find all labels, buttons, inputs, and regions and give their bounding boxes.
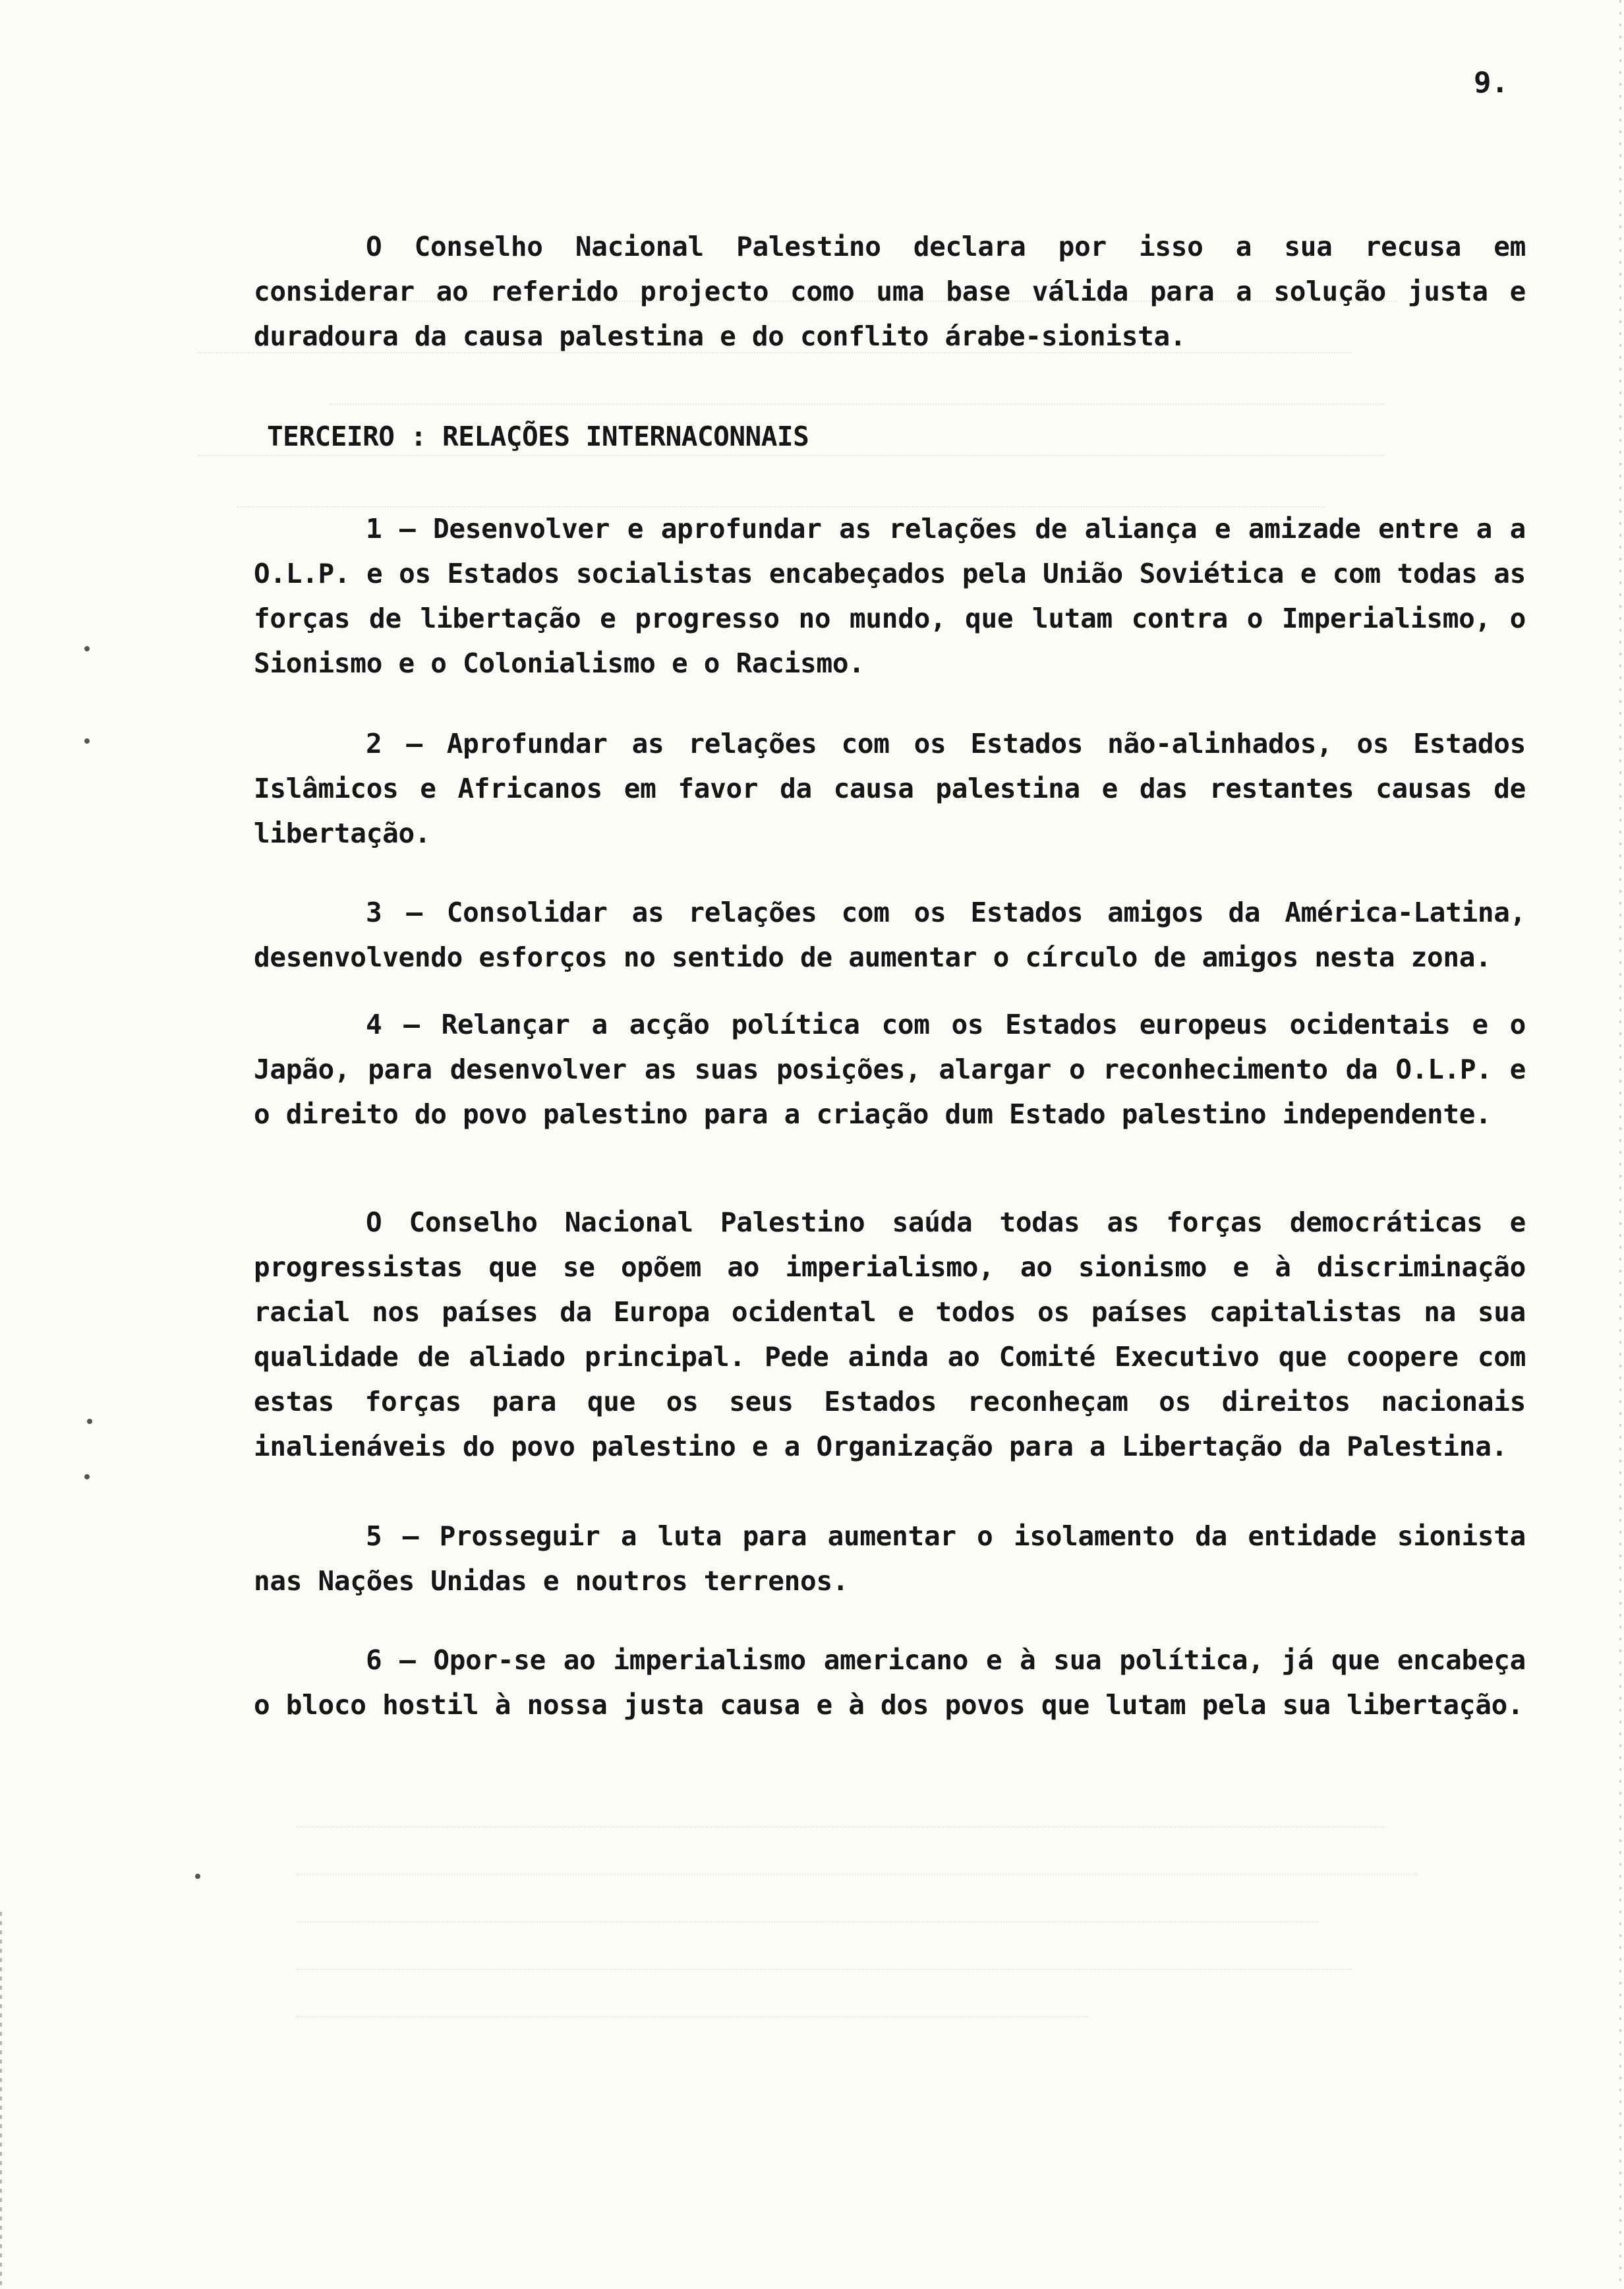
salute-paragraph: O Conselho Nacional Palestino saúda todas as forças democráticas e progressistas que se opõem ao imperialismo, ao sionismo e à discriminação racial nos países da Europa ocidental e todos os países capitalistas na sua qualidade de aliado principal. Pede ainda ao Comité Executivo que coopere com estas forças para que os seus Estados reconheçam os direitos nacionais inalienáveis do povo palestino e a Organização para a Libertação da Palestina.	[254, 1206, 1526, 1462]
list-item-5: 5 — Prosseguir a luta para aumentar o isolamento da entidade sionista nas Nações Unidas e noutros terrenos.	[254, 1520, 1526, 1597]
list-item-6: 6 — Opor-se ao imperialismo americano e à sua política, já que encabeça o bloco hostil à nossa justa causa e à dos povos que lutam pela sua libertação.	[254, 1644, 1526, 1721]
margin-speck	[195, 1874, 200, 1879]
margin-speck	[87, 1419, 92, 1424]
margin-speck	[84, 738, 90, 744]
list-item-2: 2 — Aprofundar as relações com os Estados não-alinhados, os Estados Islâmicos e Africanos em favor da causa palestina e das restantes causas de libertação.	[254, 728, 1526, 849]
section-heading: TERCEIRO : RELAÇÕES INTERNACONNAIS	[267, 421, 809, 452]
list-item-4: 4 — Relançar a acção política com os Estados europeus ocidentais e o Japão, para desenvolver as suas posições, alargar o reconhecimento da O.L.P. e o direito do povo palestino para a criação dum Estado palestino independente.	[254, 1009, 1526, 1130]
intro-paragraph: O Conselho Nacional Palestino declara por isso a sua recusa em considerar ao referido projecto como uma base válida para a solução justa e duradoura da causa palestina e do conflito árabe-sionista.	[254, 231, 1526, 352]
bleed-through-texture-lower	[297, 1780, 1615, 2057]
scan-edge-left	[0, 1912, 2, 2289]
page-number: 9.	[1474, 66, 1509, 100]
scan-edge-right	[1619, 0, 1621, 2289]
list-item-3: 3 — Consolidar as relações com os Estados amigos da América-Latina, desenvolvendo esforços no sentido de aumentar o círculo de amigos nesta zona.	[254, 897, 1526, 973]
list-item-1: 1 — Desenvolver e aprofundar as relações de aliança e amizade entre a a O.L.P. e os Estados socialistas encabeçados pela União Soviética e com todas as forças de libertação e progresso no mundo, que lutam contra o Imperialismo, o Sionismo e o Colonialismo e o Racismo.	[254, 513, 1526, 679]
margin-speck	[84, 646, 90, 651]
margin-speck	[84, 1474, 90, 1479]
